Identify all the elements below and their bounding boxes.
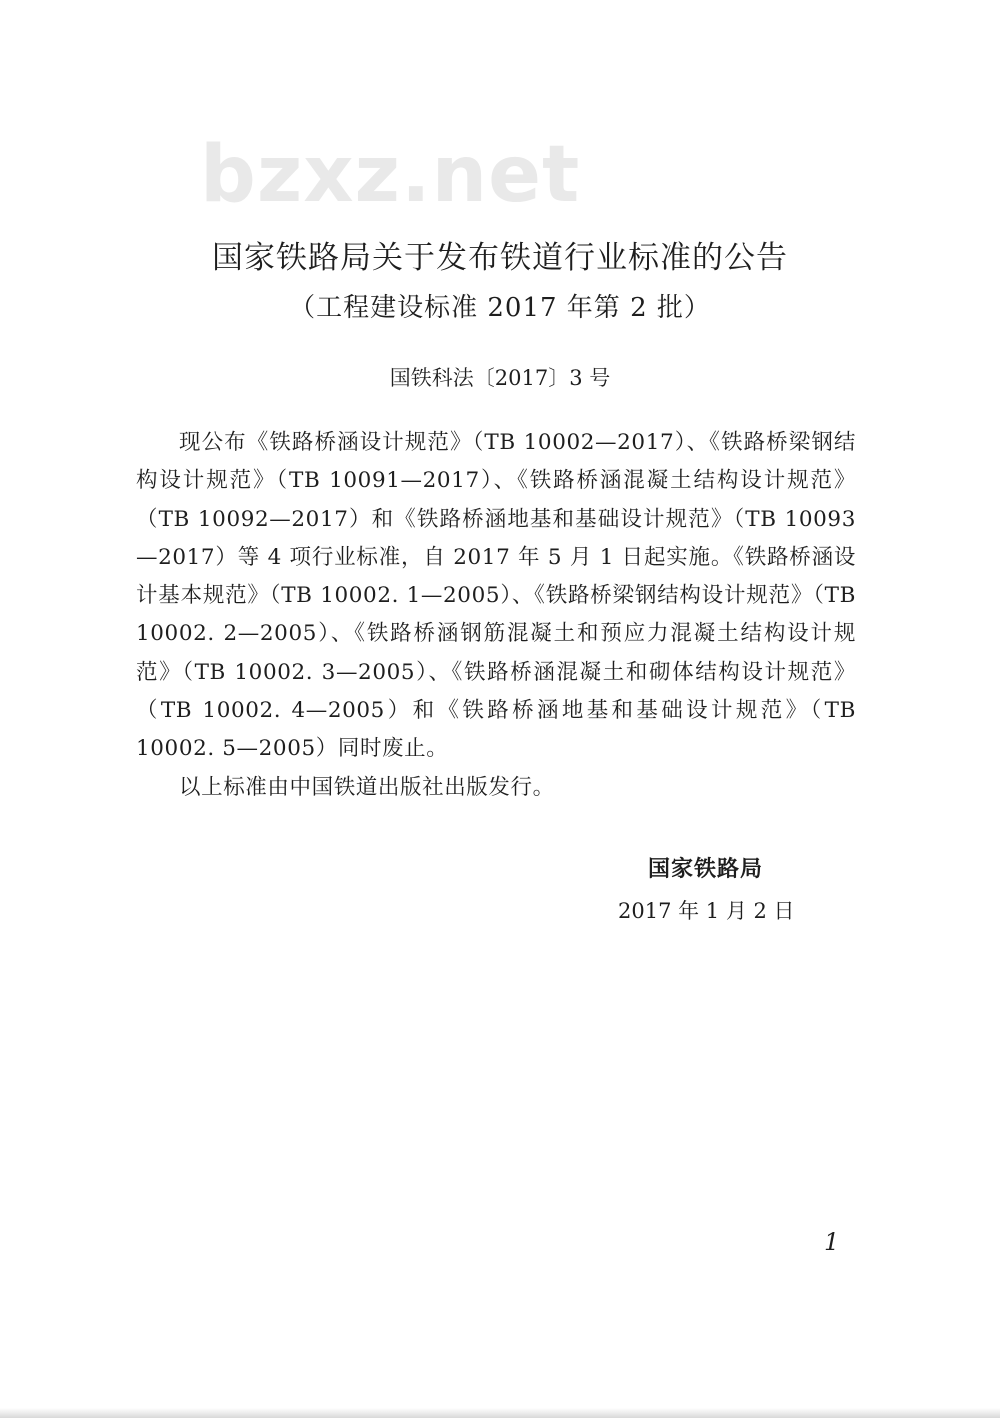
watermark: bzxz.net — [200, 130, 581, 220]
page-number: 1 — [824, 1228, 840, 1256]
body-paragraph: 现公布《铁路桥涵设计规范》（TB 10002—2017）、《铁路桥梁钢结构设计规范》（TB 10091—2017）、《铁路桥涵混凝土结构设计规范》（TB 10092—2017）和《铁路桥涵地基和基础设计规范》（TB 10093—2017）等 4 项行业标准，自 2017 年 5 月 1 日起实施。《铁路桥涵设计基本规范》（TB 10002. 1—2005）、《铁路桥梁钢结构设计规范》（TB 10002. 2—2005）、《铁路桥涵钢筋混凝土和预应力混凝土结构设计规范》（TB 10002. 3—2005）、《铁路桥涵混凝土和砌体结构设计规范》（TB 10002. 4—2005）和《铁路桥涵地基和基础设计规范》（TB 10002. 5—2005）同时废止。 — [136, 430, 856, 762]
notice-title: 国家铁路局关于发布铁道行业标准的公告 — [212, 240, 788, 276]
notice-subtitle: （工程建设标准 2017 年第 2 批） — [289, 293, 711, 323]
page-edge-shadow — [0, 1408, 1000, 1418]
notice-body — [136, 424, 856, 807]
body-paragraph: 以上标准由中国铁道出版社出版发行。 — [179, 774, 555, 800]
signature-date: 2017 年 1 月 2 日 — [618, 899, 795, 923]
signature-organization: 国家铁路局 — [648, 856, 764, 882]
document-number: 国铁科法〔2017〕3 号 — [389, 366, 611, 390]
